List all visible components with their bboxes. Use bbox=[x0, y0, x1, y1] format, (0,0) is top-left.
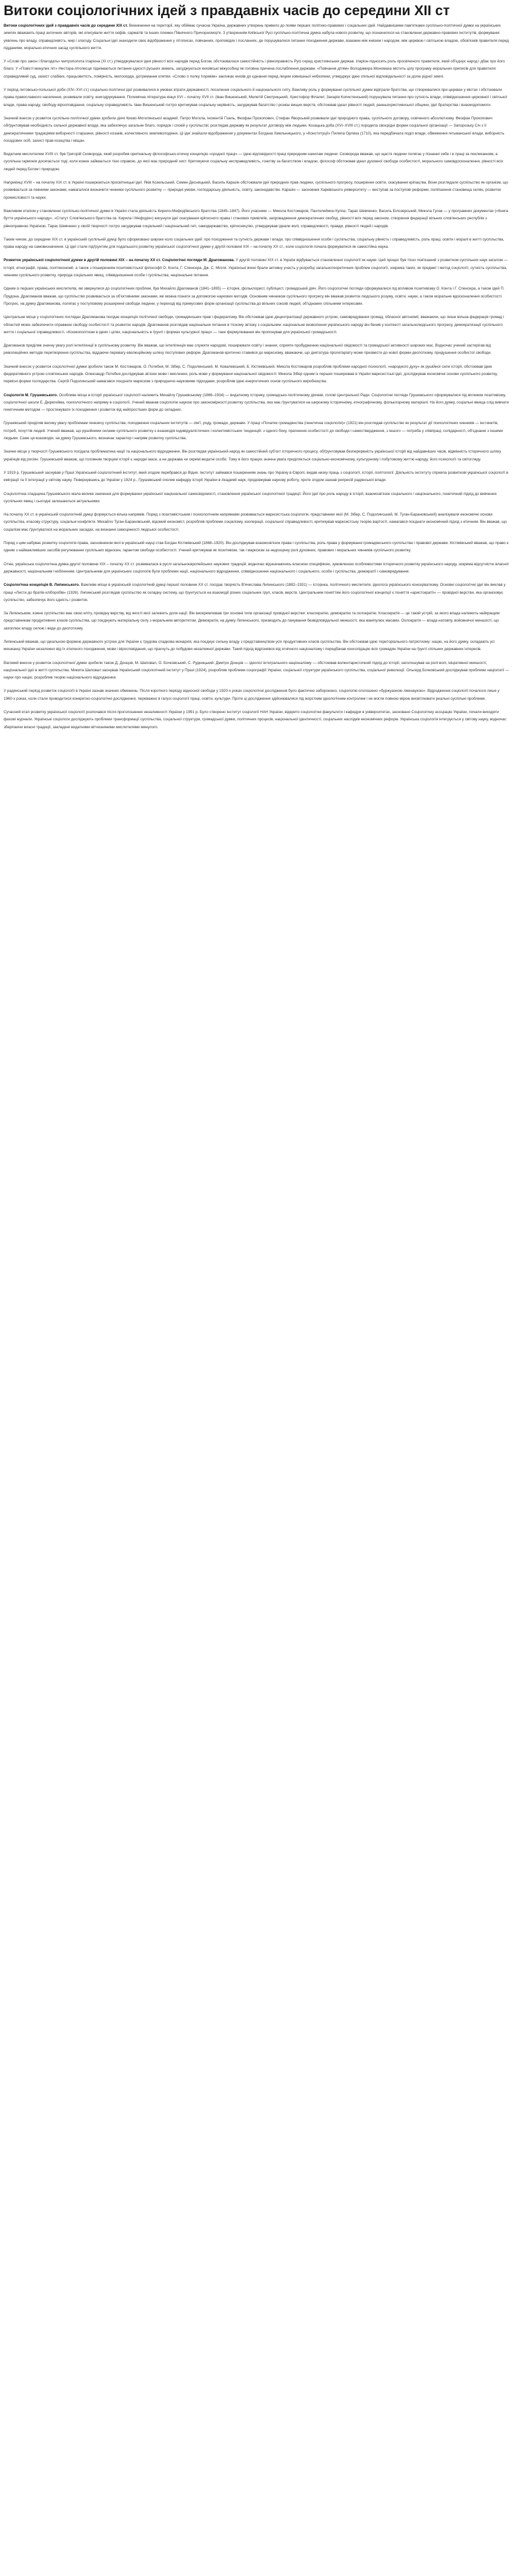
body-paragraph bbox=[4, 285, 509, 308]
paragraph-text: Грушевський приділяв велику увагу проблемам генезису суспільства, походження соціальних інститутів — сім'ї, роду, громади, держави. У праці «Початки громадянства (генетична соціологія)» (1921) він розглядав суспільство як результат дії психологічних чинників — інстинктів, потреб, почуттів людей. Учений вважав, що рушійними силами суспільного розвитку є взаємодія індивідуалістичних і колективістських тенденцій: з одного боку, прагнення особистості до свободи і самоствердження, з іншого — потреба у співпраці, солідарності, об'єднанні з іншими людьми. Саме ця взаємодія, на думку Грушевського, визначає характер і напрям розвитку суспільства. bbox=[4, 421, 503, 441]
paragraph-text: Особливе місце в історії української соціології належить Михайлу Грушевському (1866–1934) — видатному історику, громадсько-політичному діячеві, голові Центральної Ради. Соціологічні погляди Грушевського сформувалися під впливом позитивізму, соціологічної школи Е. Дюркгейма, психологічного напряму в соціології. Учений вважав соціологію наукою про закономірності розвитку суспільства, яка має ґрунтуватися на широкому історичному, етнографічному, фольклорному матеріалі. На його думку, соціальні явища слід вивчати генетичним методом — простежувати їх походження і розвиток від найпростіших форм до складних. bbox=[4, 393, 509, 413]
paragraph-text: Вагомий внесок у розвиток соціологічної думки зробили також Д. Донцов, М. Шаповал, О. Бочковський, С. Рудницький. Дмитро Донцов — ідеолог інтегрального націоналізму — обстоював волюнтаристичний підхід до історії, наголошував на ролі волі, ініціативної меншості, національної ідеї в житті суспільства. Микита Шаповал заснував Український соціологічний інститут у Празі (1924), розробляв проблеми соціографії України, соціальної структури українського суспільства, соціальної революції. Ольгерд Бочковський досліджував проблеми націології — науки про націю, розробляв теорію національного відродження. bbox=[4, 660, 509, 680]
paragraph-text: Важливе місце в українській соціологічній думці першої половини XX ст. посідає творчість В'ячеслава Липинського (1882–1931) — історика, політичного мислителя, ідеолога українського консерватизму. Основні соціологічні ідеї він виклав у праці «Листи до братів-хліборобів» (1926). Липинський розглядав суспільство як складну систему, що ґрунтується на взаємодії різних соціальних груп, класів, верств. Центральним поняттям його соціологічної концепції є поняття «аристократії» — провідної верстви, яка організовує суспільство, забезпечує його єдність і розвиток. bbox=[4, 583, 506, 602]
paragraph-text: У 1919 р. Грушевський заснував у Празі Український соціологічний інститут, який згодом перебрався до Відня. Інститут займався поширенням знань про Україну в Європі, видав низку праць з соціології, історії, політології. Діяльність інституту сприяла розвиткові української соціології в еміграції та її інтеграції у світову науку. Повернувшись до України у 1924 р., Грушевський очолив кафедру історії України в Академії наук, продовжував наукову роботу, проте згодом зазнав репресій радянської влади. bbox=[4, 470, 509, 483]
paragraph-text: Соціологічна спадщина Грушевського мала велике значення для формування української національної самосвідомості, становлення української соціологічної традиції. Його ідеї про роль народу в історії, взаємозв'язок соціального і національного, генетичний підхід до вивчення суспільних явищ і сьогодні залишаються актуальними. bbox=[4, 491, 497, 503]
body-paragraph bbox=[4, 561, 509, 576]
paragraph-text: Наприкінці XVIII – на початку XIX ст. в Україні поширюються просвітницькі ідеї. Яків Козельський, Семен Десницький, Василь Каразін обстоювали ідеї природних прав людини, суспільного прогресу, поширення освіти, скасування кріпацтва. Вони розглядали суспільство як організм, що розвивається за певними законами, намагалися визначити чинники суспільного розвитку — природні умови, господарську діяльність, освіту, законодавство. Каразін — засновник Харківського університету — виступав за поступові реформи, поліпшення становища селян, розвиток промисловості та науки. bbox=[4, 181, 508, 200]
paragraph-text: Липинський вважав, що ідеальною формою державного устрою для України є трудова спадкова монархія, яка поєднує сильну владу з представництвом усіх продуктивних класів суспільства. Він обстоював ідею територіального патріотизму: націю, на його думку, складають усі мешканці України незалежно від їх етнічного походження, мови і віросповідання, що прагнуть до побудови незалежної держави. Такий підхід відрізнявся від етнічного націоналізму і передбачав консолідацію всіх громадян України на ґрунті спільних державних інтересів. bbox=[4, 640, 495, 652]
body-paragraph bbox=[4, 688, 509, 703]
paragraph-text: Значний внесок у розвиток соціологічної думки зробили також М. Костомаров, О. Потебня, М. Зібер, С. Подолинський, М. Ковалевський, Б. Кістяківський. Микола Костомаров розробляв проблеми народної психології, «народного духу» як рушійної сили історії, обстоював ідею федеративного устрою слов'янських народів. Олександр Потебня досліджував зв'язок мови і мислення, роль мови у формуванні національної свідомості. Микола Зібер одним із перших поширював в Україні марксистські ідеї, досліджував економічні основи суспільного розвитку, первісні форми господарства. Сергій Подолинський намагався поєднати марксизм з природничо-науковими підходами, розробляв ідею енергетичних основ суспільного виробництва. bbox=[4, 364, 498, 384]
body-paragraph bbox=[4, 660, 509, 682]
paragraph-text: За Липинським, кожне суспільство має свою еліту, провідну верству, від якості якої залежить доля нації. Він виокремлював три основні типи організації провідної верстви: класократію, демократію та охлократію. Класократія — це такий устрій, за якого влада належить найкращим представникам продуктивних класів суспільства, що поєднують матеріальну силу з моральним авторитетом. Демократія, на думку Липинського, призводить до панування безвідповідальної меншості, яка маніпулює масами. Охлократія — влада натовпу, войовничої меншості, що захоплює владу силою і веде до деспотизму. bbox=[4, 611, 500, 631]
body-paragraph bbox=[4, 392, 509, 414]
body-paragraph bbox=[4, 236, 509, 251]
body-paragraph bbox=[4, 87, 509, 109]
body-paragraph bbox=[4, 58, 509, 81]
body-paragraph bbox=[4, 115, 509, 145]
paragraph-text: Драгоманов приділяв значну увагу ролі інтелігенції в суспільному розвитку. Він вважав, що інтелігенція має служити народові, поширювати освіту і знання, сприяти пробудженню національної свідомості та громадської активності широких мас. Водночас учений застерігав від революційних методів перетворення суспільства, віддаючи перевагу еволюційному шляху поступових реформ. Драгоманов критично ставився до марксизму, вважаючи, що диктатура пролетаріату може призвести до нової форми деспотизму, придушення особистої свободи. bbox=[4, 344, 492, 356]
paragraph-text: Значний внесок у розвиток суспільно-політичної думки зробили діячі Києво-Могилянської академії. Петро Могила, Інокентій Гізель, Феофан Прокопович, Стефан Яворський розвивали ідеї природного права, суспільного договору, освіченого абсолютизму. Феофан Прокопович обґрунтовував необхідність сильної державної влади, яка забезпечує загальне благо, порядок і спокій у суспільстві; розглядав державу як результат договору між людьми. Козацька доба (XVI–XVIII ст.) породила своєрідні форми соціальної організації — Запорозьку Січ з її демократичними традиціями виборності старшини, рівності козаків, колективного землеволодіння. Ці ідеї знайшли відображення у документах Богдана Хмельницького, у «Конституції» Пилипа Орлика (1710), яка передбачала поділ влади, обмеження гетьманської влади, виборність посадових осіб, захист прав козацтва і міщан. bbox=[4, 116, 505, 143]
body-paragraph bbox=[4, 314, 509, 336]
paragraph-text: Значне місце у творчості Грушевського посідала проблематика нації та національного відродження. Він розглядав український народ як самостійний суб'єкт історичного процесу, обґрунтовував безперервність української історії від найдавніших часів, відмінність історичного шляху українців від росіян. Грушевський вважав, що головним творцем історії є народні маси, а не держава чи окремі видатні особи. Тому в його працях значна увага приділяється соціально-економічному, культурному і побутовому життю народу, його психології та світогляду. bbox=[4, 450, 501, 462]
body-paragraph bbox=[4, 540, 509, 555]
body-paragraph bbox=[4, 511, 509, 534]
body-paragraph bbox=[4, 342, 509, 357]
body-paragraph bbox=[4, 420, 509, 442]
paragraph-lead: Розвиток української соціологічної думки в другій половині XIX – на початку XX ст. Соціологічні погляди М. Драгоманова. bbox=[4, 258, 235, 263]
body-paragraph bbox=[4, 470, 509, 485]
body-paragraph bbox=[4, 610, 509, 632]
paragraph-text: Одним із перших українських мислителів, які звернулися до соціологічних проблем, був Михайло Драгоманов (1841–1895) — історик, фольклорист, публіцист, громадський діяч. Його соціологічні погляди сформувалися під впливом позитивізму О. Конта і Г. Спенсера, а також ідей П. Прудона. Драгоманов вважав, що суспільство розвивається за об'єктивними законами, які можна пізнати за допомогою наукових методів. Основним чинником суспільного прогресу він вважав розвиток людського розуму, освіти, науки, а також моральне вдосконалення особистості. Прогрес, на думку Драгоманова, полягає у поступовому розширенні свободи людини, у переході від примусових форм організації суспільства до вільних союзів людей, об'єднаних спільними інтересами. bbox=[4, 287, 505, 306]
body-paragraph bbox=[4, 257, 509, 279]
body-paragraph bbox=[4, 22, 509, 52]
paragraph-lead: Витоки соціологічних ідей з правдавніх часів до середини XIX ст. bbox=[4, 24, 128, 28]
body-paragraph bbox=[4, 639, 509, 654]
paragraph-text: На початку XX ст. в українській соціологічній думці формується кілька напрямів. Поряд з позитивістським і психологічним напрямами розвивається марксистська соціологія, представники якої (М. Зібер, С. Подолинський, М. Туган-Барановський) аналізували економічні основи суспільства, класову структуру, соціальні конфлікти. Михайло Туган-Барановський, відомий економіст, розробляв проблеми соціалізму, кооперації, соціальної справедливості, критикував марксистську теорію вартості, намагався поєднати економічний підхід з етичним. Він вважав, що соціалізм має ґрунтуватися на моральних засадах, на визнанні самоцінності людської особистості. bbox=[4, 513, 507, 532]
paragraph-text: Сучасний етап розвитку української соціології розпочався після проголошення незалежності України у 1991 р. Було створено Інститут соціології НАН України, відкрито соціологічні факультети і кафедри в університетах, засновано Соціологічну асоціацію України, почали виходити фахові журнали. Українські соціологи досліджують проблеми трансформації суспільства, соціальної структури, громадської думки, політичних процесів, національної ідентичності, соціальних наслідків економічних реформ. Українська соціологія інтегрується у світову науку, водночас зберігаючи власні традиції, закладені видатними вітчизняними мислителями минулого. bbox=[4, 710, 506, 729]
paragraph-text: У «Слові про закон і благодать» митрополита Іларіона (XI ст.) утверджувалася ідея рівності всіх народів перед Богом, обстоювалася самостійність і рівноправність Русі серед християнських держав. Іларіон підносить роль просвіченого правителя, який об'єднує народ і дбає про його благо. У «Повісті минулих літ» Нестора-літописця піднімаються питання єдності руських земель, засуджуються князівські міжусобиці як головна причина послаблення держави. «Повчання дітям» Володимира Мономаха містить цілу програму моральних приписів для правителя: справедливий суд, захист слабких, працьовитість, помірність, милосердя, дотримання клятви. «Слово о полку Ігоревім» закликає князів до єднання перед лицем зовнішньої небезпеки, утверджує ідею спільної відповідальності за долю рідної землі. bbox=[4, 59, 505, 79]
body-paragraph bbox=[4, 491, 509, 506]
paragraph-text: Поряд з цим набуває розвитку соціологія права, засновником якої в українській науці став Богдан Кістяківський (1868–1920). Він досліджував взаємозв'язок права і суспільства, роль права у формуванні громадянського суспільства і правової держави. Кістяківський вважав, що право є одним з найважливіших засобів регулювання суспільних відносин, гарантом свободи особистості. Учений критикував як позитивізм, так і марксизм за недооцінку ролі духовних, правових і моральних чинників суспільного розвитку. bbox=[4, 541, 509, 553]
body-paragraph bbox=[4, 448, 509, 463]
paragraph-text: У період литовсько-польської доби (XIV–XVI ст.) соціально-політичні ідеї розвивалися в умовах втрати державності, посилення соціального й національного гніту. Важливу роль у формуванні суспільної думки відіграли братства, що створювалися при церквах у містах і обстоювали права православного населення, розвивали освіту, книгодрукування. Полемічна література кінця XVI – початку XVII ст. (Іван Вишенський, Мелетій Смотрицький, Христофор Філалет, Захарія Копистенський) порушувала питання про сутність влади, співвідношення церковної і світської влади, права народу, свободу віросповідання, соціальну справедливість. Іван Вишенський гостро критикував соціальну нерівність, засуджував багатство і розкіш вищих верств, обстоював ідеал рівності людей, ранньохристиянської общини, ідеї братерства і взаємодопомоги. bbox=[4, 88, 508, 107]
paragraph-text: Видатним мислителем XVIII ст. був Григорій Сковорода, який розробив оригінальну філософсько-етичну концепцію «сродної праці» — ідею відповідності праці природним нахилам людини. Сковорода вважав, що щастя людини полягає у пізнанні себе і в праці за покликанням, а суспільна гармонія досягається тоді, коли кожен займається тією справою, до якої має природний хист. Критикуючи соціальну несправедливість, гонитву за багатством і владою, філософ обстоював ідеал духовної свободи особистості, морального самовдосконалення, рівності всіх людей перед Богом і природою. bbox=[4, 152, 503, 171]
paragraph-text: Важливим етапом у становленні суспільно-політичної думки в Україні стала діяльність Кирило-Мефодіївського братства (1845–1847). Його учасники — Микола Костомаров, Пантелеймон Куліш, Тарас Шевченко, Василь Білозерський, Микола Гулак — у програмних документах («Книга буття українського народу», «Статут Слов'янського братства св. Кирила і Мефодія») висунули ідеї скасування кріпосного права і станових привілеїв, запровадження демократичних свобод, рівності всіх перед законом, створення федерації вільних слов'янських республік з рівноправною Україною. Тарас Шевченко у своїй творчості гостро засуджував соціальний і національний гніт, самодержавство, кріпосництво, утверджував ідеали волі, справедливості, правди, рівності людей і народів. bbox=[4, 208, 508, 228]
body-paragraph bbox=[4, 582, 509, 604]
paragraph-lead: Соціологія М. Грушевського. bbox=[4, 393, 58, 397]
body-paragraph bbox=[4, 179, 509, 202]
paragraph-text: Таким чином, до середини XIX ст. в українській суспільній думці було сформовано широке коло соціальних ідей: про походження та сутність держави і влади, про співвідношення особи і суспільства, соціальну рівність і справедливість, роль праці, освіти і моралі в житті суспільства, права народу на самовизначення. Ці ідеї стали підґрунтям для подальшого розвитку української соціологічної думки у другій половині XIX – на початку XX ст., коли соціологія почала формуватися як самостійна наука. bbox=[4, 237, 505, 250]
body-paragraph bbox=[4, 151, 509, 173]
page-title: Витоки соціологічних ідей з правдавніх часів до середини XІІ ст bbox=[4, 2, 450, 18]
paragraph-text: Отже, українська соціологічна думка другої половини XIX – початку XX ст. розвивалася в руслі загальноєвропейських наукових традицій, водночас відзначаючись власною специфікою, зумовленою особливостями історичного розвитку українського народу, зокрема відсутністю власної державності, національним гнобленням. Центральними для українських соціологів були проблеми нації, національного відродження, співвідношення національного і соціального, особи і суспільства, демократії і самоврядування. bbox=[4, 562, 509, 574]
paragraph-text: Центральне місце у соціологічних поглядах Драгоманова посідає концепція політичної свободи, громадянських прав і федералізму. Він обстоював ідею децентралізації державного устрою, самоврядування громад, обласної автономії, вважаючи, що лише вільна федерація громад і областей може забезпечити справжню свободу особистості та розвиток народів. Драгоманов розглядав національне питання в тісному зв'язку з соціальним: національне визволення українського народу він бачив у контексті загальнолюдського прогресу, демократизації суспільного життя і соціальної справедливості. «Космополітизм в ідеях і цілях, національність в ґрунті і формах культурної праці» — таке формулювання він пропонував для української громадськості. bbox=[4, 315, 505, 334]
paragraph-text: У радянський період розвиток соціології в Україні зазнав значних обмежень. Після короткого періоду відносної свободи у 1920-х роках соціологічні дослідження було фактично заборонено, соціологію оголошено «буржуазною лженаукою». Відродження соціології почалося лише у 1960-х роках, коли стали проводитися конкретно-соціологічні дослідження, переважно в галузі соціології праці, освіти, культури. Проте ці дослідження здійснювалися під жорстким ідеологічним контролем і не могли повною мірою висвітлювати реальні суспільні проблеми. bbox=[4, 689, 500, 701]
body-paragraph bbox=[4, 208, 509, 230]
paragraph-text: Виникнення на території, яку обіймає сучасна Україна, державних утворень привело до появи перших політико-правових і соціальних ідей. Найдавнішими пам'ятками суспільно-політичної думки на українських землях вважають праці античних авторів, які описували життя скіфів, сарматів та інших племен Північного Причорномор'я. З утворенням Київської Русі суспільно-політична думка набула нового розвитку, що позначилося на становленні державно-правових інститутів, формуванні уявлень про владу, справедливість, мир і злагоду. Соціальні ідеї знаходили своє відображення у літописах, повчаннях, проповідях і посланнях, де порушувалися питання походження держави, взаємин між князем і народом, між церквою і світською владою, обов'язків правителя перед підданими, морально-етичних засад суспільного життя. bbox=[4, 24, 509, 50]
paragraph-lead: Соціологічна концепція В. Липинського. bbox=[4, 583, 80, 588]
body-paragraph bbox=[4, 709, 509, 731]
paragraph-text: У другій половині XIX ст. в Україні відбувається становлення соціології як науки. Цей процес був тісно пов'язаний з розвитком суспільних наук загалом — історії, етнографії, права, політекономії, а також з поширенням позитивістської філософії О. Конта, Г. Спенсера, Дж. С. Мілля. Українські вчені брали активну участь у розробці загальнотеоретичних проблем соціології, зокрема таких, як предмет і метод соціології, сутність суспільства, чинники суспільного розвитку, природа соціальних явищ, співвідношення особи і суспільства, національне питання. bbox=[4, 258, 508, 278]
document-body bbox=[4, 22, 509, 731]
body-paragraph bbox=[4, 363, 509, 386]
